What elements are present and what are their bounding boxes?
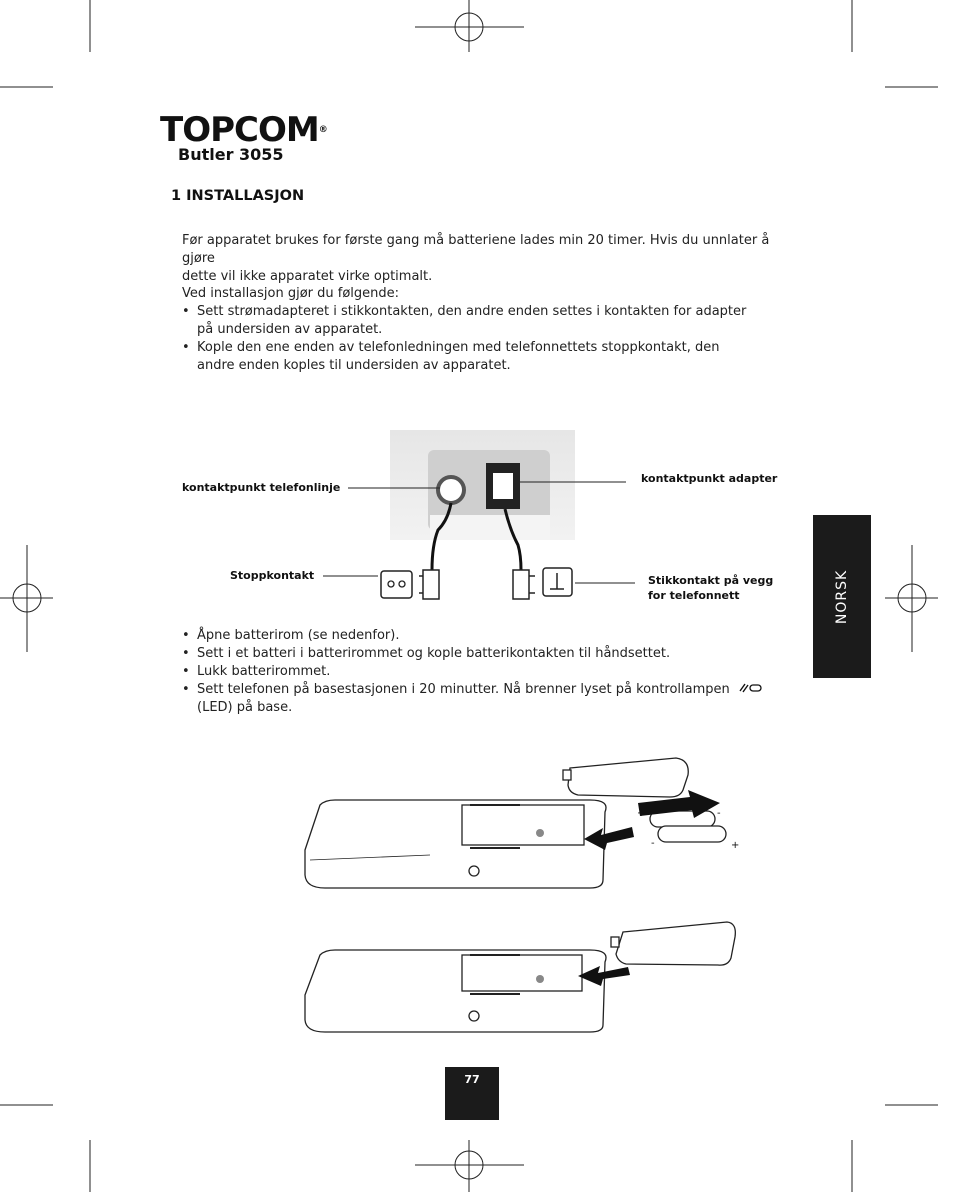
list-item: • Kople den ene enden av telefonledningen med telefonnettets stoppkontakt, den andre enden koples til undersiden av apparatet. [182, 339, 752, 375]
svg-text:+: + [731, 840, 740, 851]
list-item: • Sett strømadapteret i stikkontakten, den andre enden settes i kontakten for adapter på undersiden av apparatet. [182, 303, 752, 339]
list-item: • Sett i et batteri i batterirommet og kople batterikontakten til håndsettet. [182, 645, 772, 663]
intro-line: Før apparatet brukes for første gang må batteriene lades min 20 timer. Hvis du unnlater å gjøre [182, 233, 770, 266]
language-tab [813, 515, 871, 678]
intro-line: dette vil ikke apparatet virke optimalt. [182, 269, 433, 284]
brand-logo: TOPCOM® [160, 110, 328, 150]
section-heading: 1 INSTALLASJON [171, 188, 305, 204]
list-item: • Åpne batterirom (se nedenfor). [182, 627, 772, 645]
svg-text:-: - [651, 838, 655, 849]
list-item: • Sett telefonen på basestasjonen i 20 minutter. Nå brenner lyset på kontrollampen (LED) på base. [182, 681, 772, 717]
svg-text:-: - [717, 808, 721, 819]
setup-lead: Ved installasjon gjør du følgende: [182, 286, 400, 301]
label-wall-jack: Stoppkontakt [230, 569, 315, 582]
list-item: • Lukk batterirommet. [182, 663, 772, 681]
label-adapter: kontaktpunkt adapter [641, 472, 778, 485]
svg-text:+: + [637, 808, 646, 819]
label-power-outlet: Stikkontakt på vegg for telefonnett [648, 574, 774, 602]
model-name: Butler 3055 [178, 145, 284, 164]
label-phone-line: kontaktpunkt telefonlinje [182, 481, 341, 494]
page-number: 77 [445, 1067, 499, 1120]
language-tab-label: NORSK [834, 569, 850, 624]
